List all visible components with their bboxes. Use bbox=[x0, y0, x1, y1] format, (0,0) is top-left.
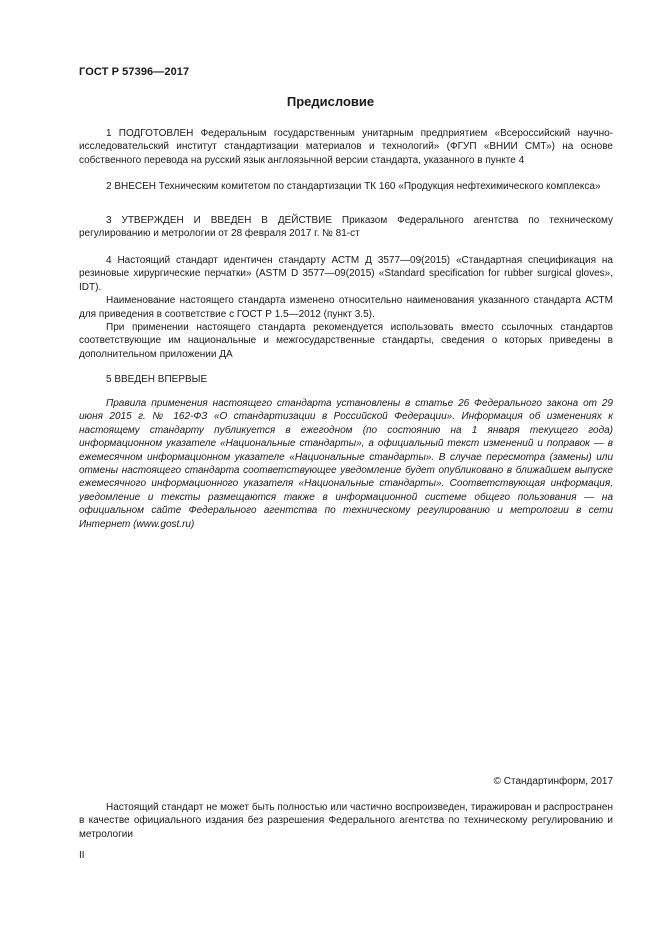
application-notice: Правила применения настоящего стандарта установлены в статье 26 Федерального закона от 29 июня 2015 г. № 162-ФЗ «О стандартизации в Российской Федерации». Информация об изменениях к настоящему стандарту публикуется в ежегодном (по состоянию на 1 января текущего года) информационном указателе «Национальные стандарты», а официальный текст изменений и поправок — в ежемесячном информационном указателе «Национальные стандарты». В случае пересмотра (замены) или отмены настоящего стандарта соответствующее уведомление будет опубликовано в ближайшем выпуске ежемесячного информационного указателя «Национальные стандарты». Соответствующая информация, уведомление и тексты размещаются также в информационной системе общего пользования — на официальном сайте Федерального агентства по техническому регулированию и метрологии в сети Интернет (www.gost.ru) bbox=[79, 398, 613, 530]
item-4-note-1: Наименование настоящего стандарта изменено относительно наименования указанного стандарта АСТМ для приведения в соответствие с ГОСТ Р 1.5—2012 (пункт 3.5). bbox=[79, 295, 613, 320]
reproduction-notice: Настоящий стандарт не может быть полностью или частично воспроизведен, тиражирован и распространен в качестве официального издания без разрешения Федерального агентства по техническому регулированию и метрологии bbox=[79, 802, 613, 840]
item-4-note-2: При применении настоящего стандарта рекомендуется использовать вместо ссылочных стандартов соответствующие им национальные и межгосударственные стандарты, сведения о которых приведены в дополнительном приложении ДА bbox=[79, 322, 613, 360]
item-3-text: 3 УТВЕРЖДЕН И ВВЕДЕН В ДЕЙСТВИЕ Приказом Федерального агентства по техническому регулированию и метрологии от 28 февраля 2017 г. № 81-ст bbox=[79, 215, 613, 240]
item-2 bbox=[79, 180, 613, 193]
item-1-text: 1 ПОДГОТОВЛЕН Федеральным государственным унитарным предприятием «Всероссийский научно-исследовательский институт стандартизации материалов и технологий» (ФГУП «ВНИИ СМТ») на основе собственного перевода на русский язык англоязычной версии стандарта, указанного в пункте 4 bbox=[79, 128, 613, 166]
item-3 bbox=[79, 214, 613, 241]
page-title: Предисловие bbox=[286, 94, 375, 109]
item-1 bbox=[79, 127, 613, 167]
item-5-text: 5 ВВЕДЕН ВПЕРВЫЕ bbox=[106, 374, 208, 385]
page-number: II bbox=[79, 850, 85, 861]
item-5 bbox=[79, 373, 613, 386]
copyright-line: © Стандартинформ, 2017 bbox=[493, 776, 613, 787]
document-code: ГОСТ Р 57396—2017 bbox=[79, 66, 190, 78]
item-4 bbox=[79, 254, 613, 361]
item-2-text: 2 ВНЕСЕН Техническим комитетом по стандартизации ТК 160 «Продукция нефтехимического комплекса» bbox=[106, 181, 601, 192]
item-4-text: 4 Настоящий стандарт идентичен стандарту АСТМ Д 3577—09(2015) «Стандартная спецификация на резиновые хирургические перчатки» (ASTM D 3577—09(2015) «Standard specification for rubber surgical gloves», IDT). bbox=[79, 255, 613, 293]
